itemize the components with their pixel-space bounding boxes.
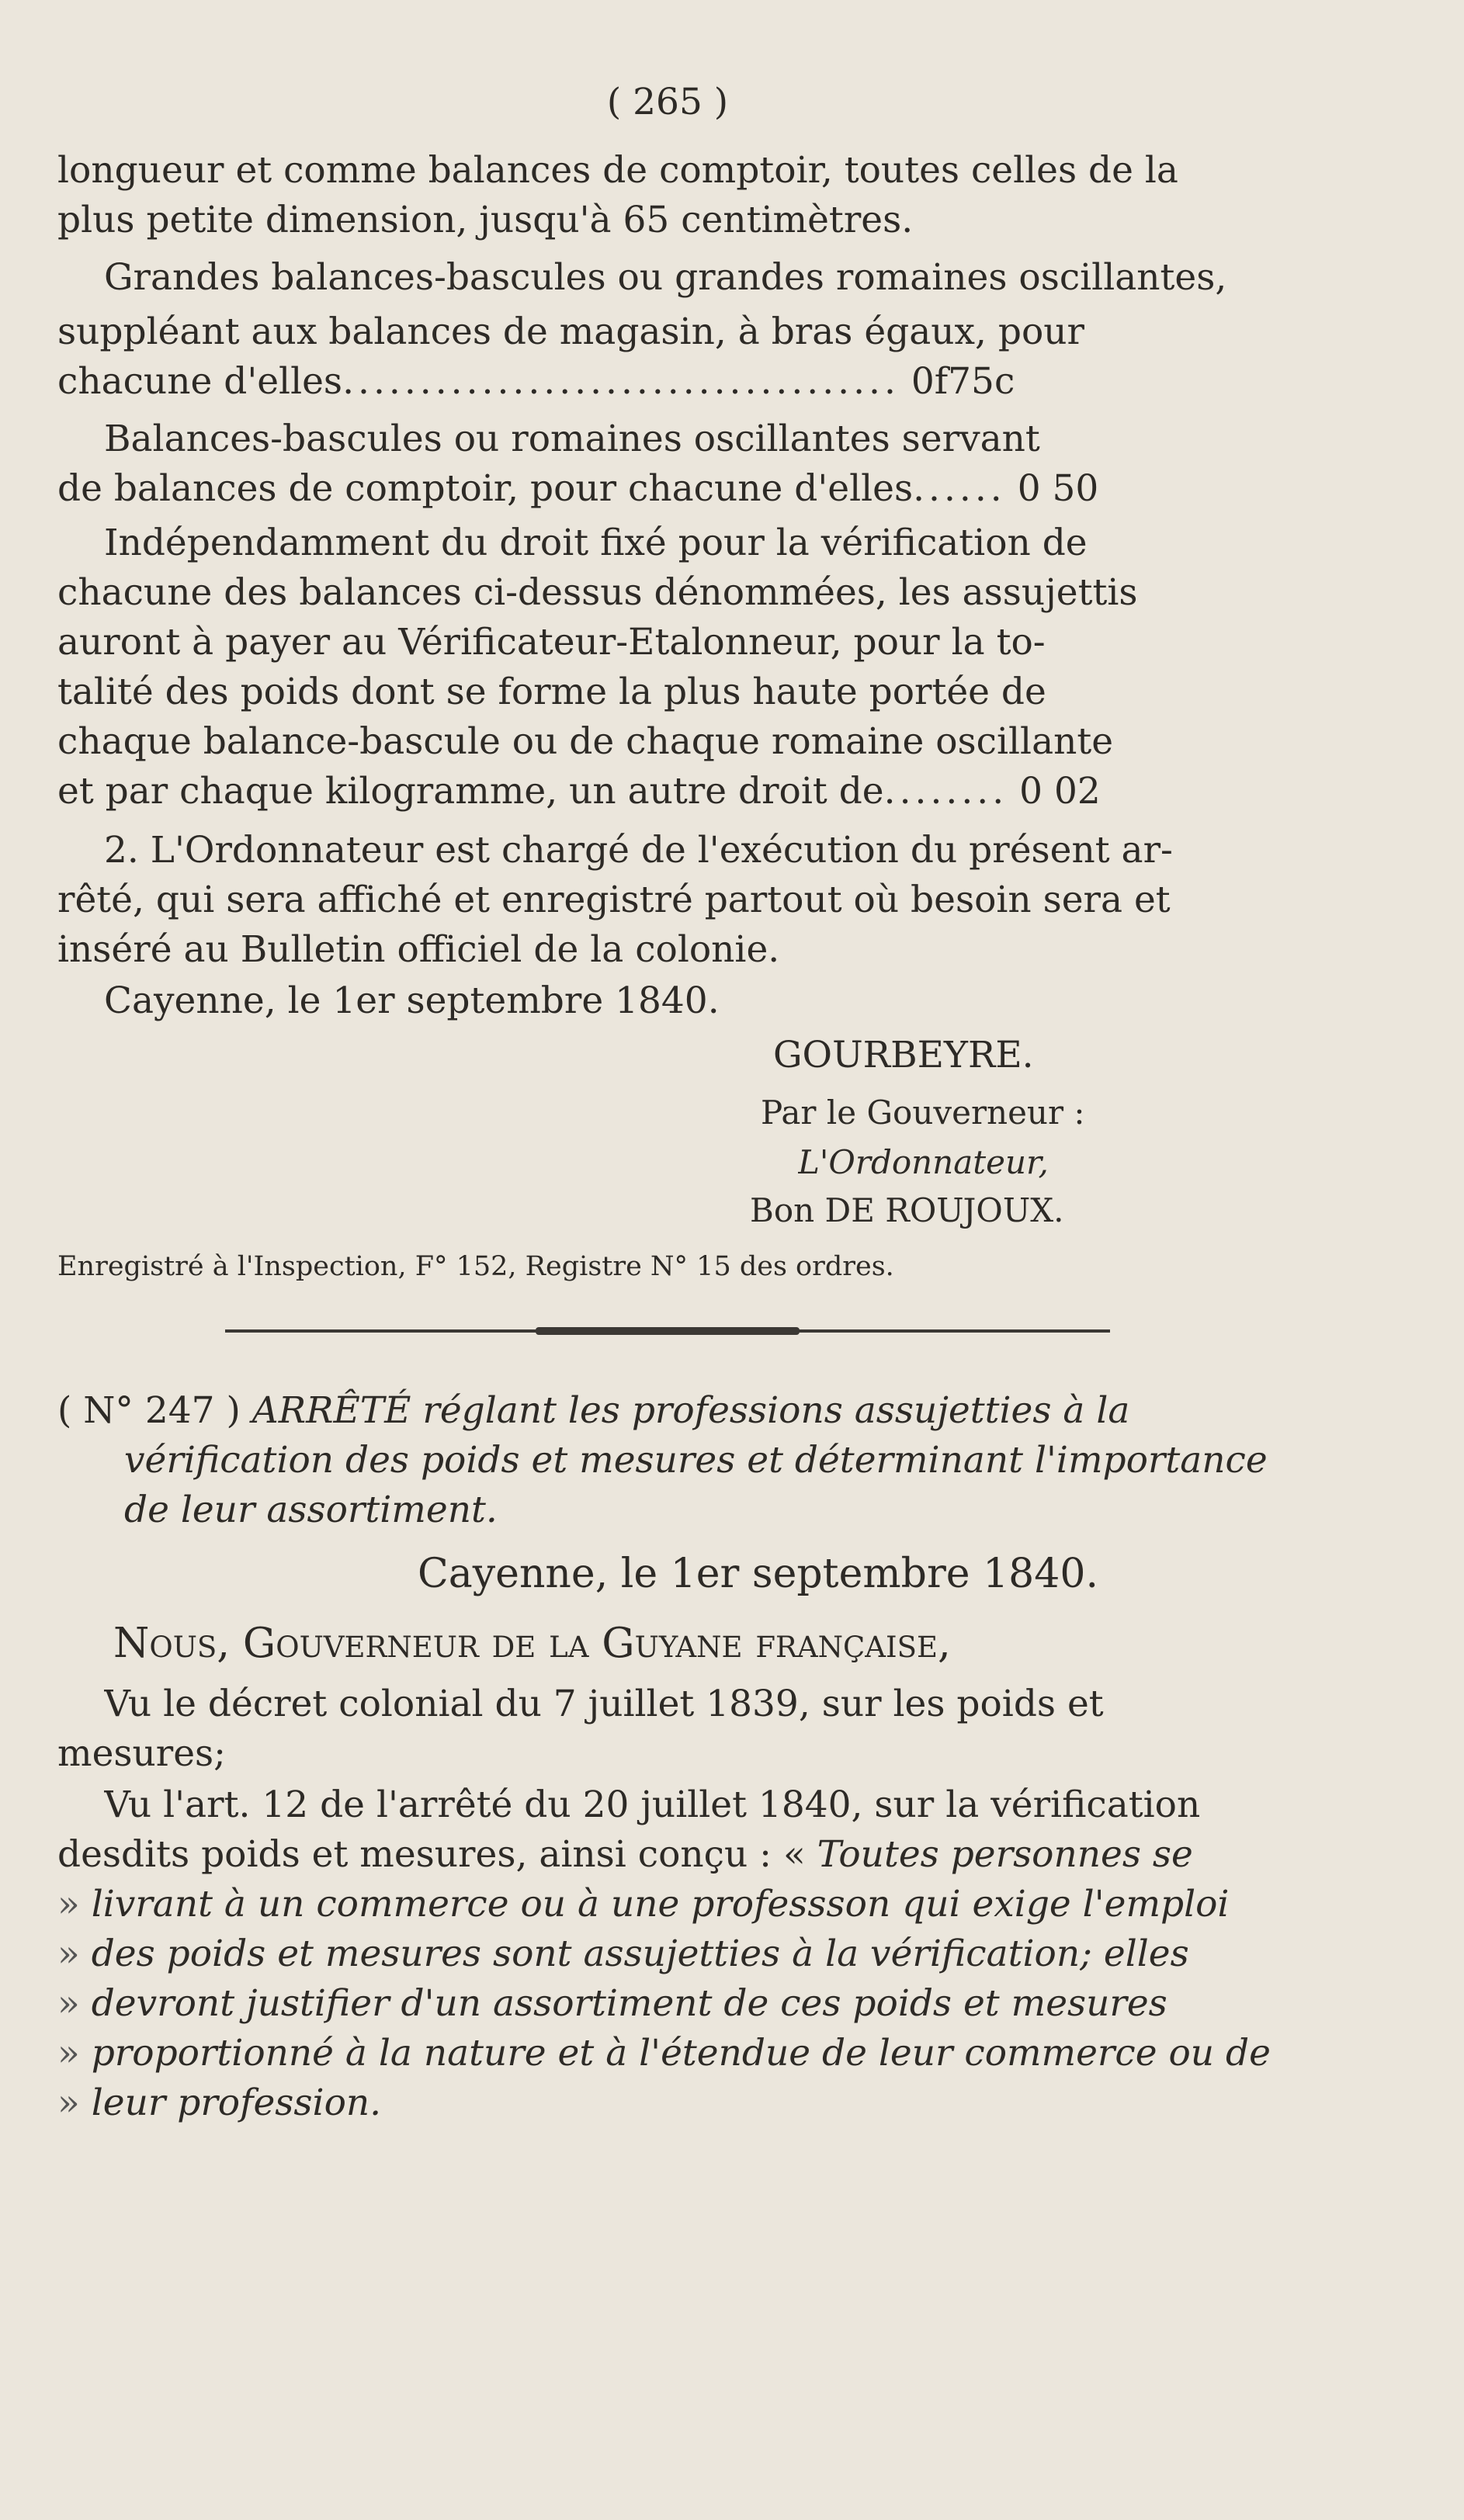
- item-label: de balances de comptoir, pour chacune d'elles: [57, 467, 914, 510]
- page-number: ( 265 ): [606, 81, 729, 123]
- priced-line: [57, 357, 1278, 407]
- arrete-title-line: [57, 1386, 1278, 1436]
- priced-line: [57, 767, 1278, 816]
- text-line: Grandes balances-bascules ou grandes romaines oscillantes,: [104, 256, 1227, 299]
- text-line: plus petite dimension, jusqu'à 65 centimètres.: [57, 199, 914, 241]
- arrete-title: ARRÊTÉ réglant les professions assujetties à la: [252, 1389, 1130, 1432]
- signature-role: L'Ordonnateur,: [798, 1143, 1049, 1181]
- quote-line: » proportionné à la nature et à l'étendue de leur commerce ou de: [57, 2032, 1271, 2075]
- quote-line: » livrant à un commerce ou à une professson qui exige l'emploi: [57, 1883, 1230, 1926]
- text-line: Balances-bascules ou romaines oscillantes servant: [104, 418, 1040, 460]
- quote-line: » des poids et mesures sont assujetties à la vérification; elles: [57, 1932, 1189, 1975]
- text-line: auront à payer au Vérificateur-Etalonneur, pour la to-: [57, 621, 1046, 664]
- text-line: talité des poids dont se forme la plus haute portée de: [57, 671, 1046, 713]
- text-line: inséré au Bulletin officiel de la colonie.: [57, 928, 780, 971]
- date-line: Cayenne, le 1er septembre 1840.: [104, 979, 720, 1022]
- signature-governor: GOURBEYRE.: [773, 1034, 1034, 1076]
- text-line: mesures;: [57, 1732, 227, 1775]
- quote-line: » devront justifier d'un assortiment de ces poids et mesures: [57, 1982, 1167, 2025]
- text-line: 2. L'Ordonnateur est chargé de l'exécution du présent ar-: [104, 829, 1173, 872]
- nous-line: Nous, Gouverneur de la Guyane française,: [113, 1620, 951, 1667]
- quote-line: » leur profession.: [57, 2082, 382, 2124]
- text-segment: desdits poids et mesures, ainsi conçu : «: [57, 1833, 806, 1876]
- text-line: chacune des balances ci-dessus dénommées, les assujettis: [57, 571, 1138, 614]
- price: 0 02: [1019, 770, 1101, 813]
- text-line: Vu le décret colonial du 7 juillet 1839, sur les poids et: [104, 1683, 1104, 1725]
- text-line: suppléant aux balances de magasin, à bras égaux, pour: [57, 310, 1085, 353]
- arrete-date: Cayenne, le 1er septembre 1840.: [418, 1551, 1098, 1597]
- arrete-title-cont: de leur assortiment.: [124, 1489, 498, 1531]
- leader-dots: ....................................: [342, 360, 900, 403]
- text-line: rêté, qui sera affiché et enregistré partout où besoin sera et: [57, 879, 1171, 921]
- price: 0f75c: [911, 360, 1015, 403]
- priced-line: [57, 464, 1278, 514]
- leader-dots: ......: [913, 467, 1006, 510]
- text-line: Vu l'art. 12 de l'arrêté du 20 juillet 1840, sur la vérification: [104, 1783, 1201, 1826]
- item-label: chacune d'elles: [57, 360, 343, 403]
- text-line: [57, 1830, 1278, 1880]
- signature-par: Par le Gouverneur :: [761, 1094, 1085, 1132]
- arrete-title-cont: vérification des poids et mesures et déterminant l'importance: [124, 1439, 1268, 1482]
- registration-note: Enregistré à l'Inspection, F° 152, Registre N° 15 des ordres.: [57, 1251, 894, 1282]
- text-line: chaque balance-bascule ou de chaque romaine oscillante: [57, 720, 1114, 763]
- signature-name: Bon DE ROUJOUX.: [750, 1191, 1064, 1229]
- quote-start: Toutes personnes se: [817, 1833, 1193, 1876]
- leader-dots: ........: [883, 770, 1008, 813]
- text-line: Indépendamment du droit fixé pour la vérification de: [104, 522, 1088, 564]
- section-divider: [225, 1329, 1110, 1333]
- item-label: et par chaque kilogramme, un autre droit de: [57, 770, 884, 813]
- price: 0 50: [1017, 467, 1099, 510]
- text-line: longueur et comme balances de comptoir, toutes celles de la: [57, 149, 1178, 192]
- arrete-number: ( N° 247 ): [57, 1389, 241, 1432]
